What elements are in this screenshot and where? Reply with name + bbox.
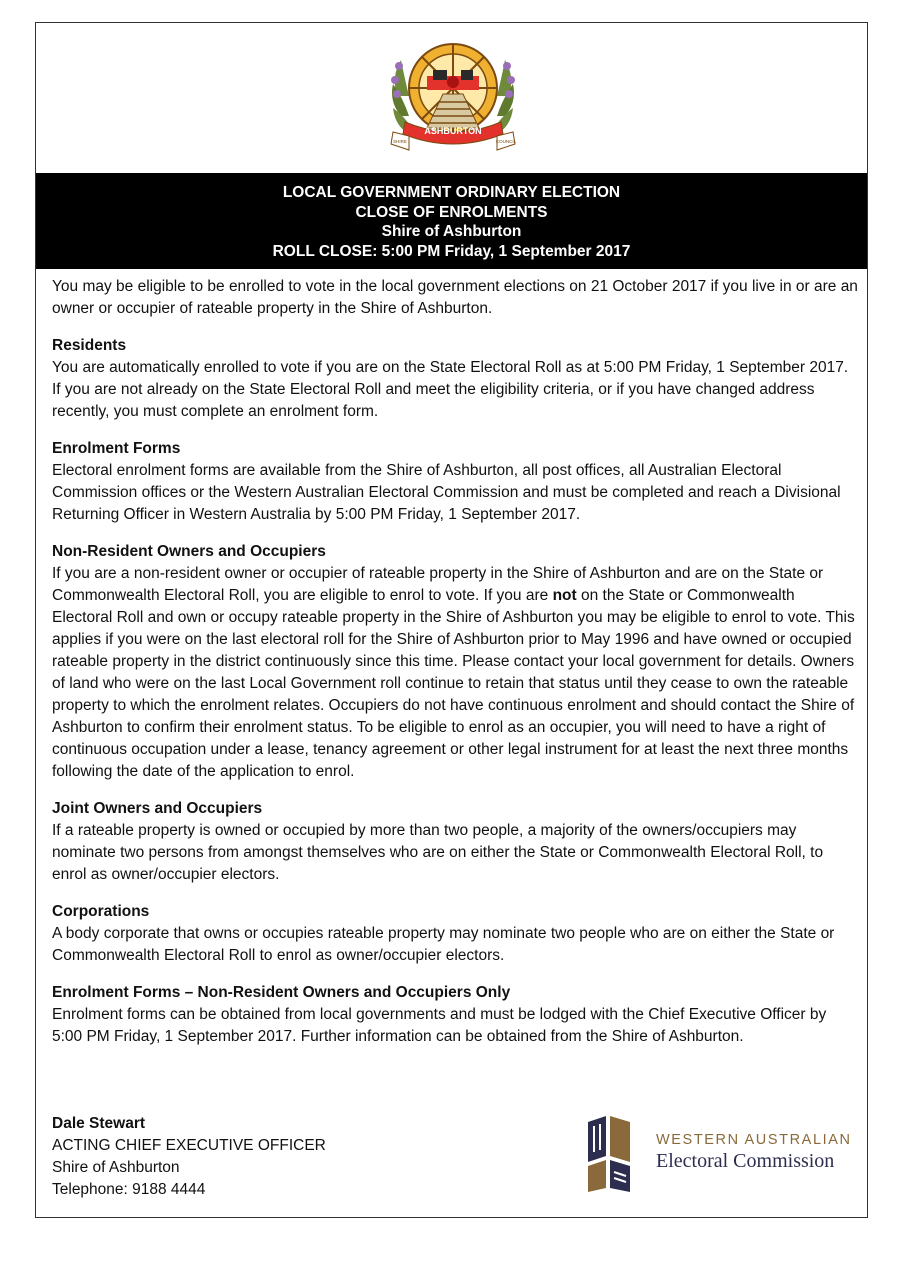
section-body: A body corporate that owns or occupies rateable property may nominate two people who are on either the State or Commonwealth Electoral Roll to enrol as owner/occupier electors. bbox=[52, 925, 835, 964]
signatory-title: ACTING CHIEF EXECUTIVE OFFICER bbox=[52, 1137, 326, 1154]
signatory-org: Shire of Ashburton bbox=[52, 1159, 180, 1176]
shire-of-ashburton-crest-icon bbox=[387, 36, 519, 156]
waec-logo bbox=[580, 1108, 862, 1194]
waec-logo-icon bbox=[584, 1112, 634, 1192]
intro-paragraph: You may be eligible to be enrolled to vote in the local government elections on 21 October 2017 if you live in or are an owner or occupier of rateable property in the Shire of Ashburton. bbox=[52, 278, 858, 317]
section-non-resident-owners bbox=[52, 541, 858, 783]
section-body: Electoral enrolment forms are available from the Shire of Ashburton, all post offices, all Australian Electoral Commission offices or the Western Australian Electoral Commission and must be completed and reach a Divisional Returning Officer in Western Australia by 5:00 PM Friday, 1 September 2017. bbox=[52, 462, 841, 523]
signatory-name: Dale Stewart bbox=[52, 1115, 146, 1132]
section-corporations bbox=[52, 901, 858, 967]
section-heading: Corporations bbox=[52, 903, 150, 920]
section-joint-owners bbox=[52, 798, 858, 886]
section-body: You are automatically enrolled to vote if you are on the State Electoral Roll as at 5:00 PM Friday, 1 September 2017. If you are not already on the State Electoral Roll and meet the eligibility criteria, or if you have changed address recently, you must complete an enrolment form. bbox=[52, 359, 849, 420]
section-body: Enrolment forms can be obtained from local governments and must be lodged with the Chief Executive Officer by 5:00 PM Friday, 1 September 2017. Further information can be obtained from the Shire of Ashburton. bbox=[52, 1006, 827, 1045]
notice-banner bbox=[36, 173, 867, 269]
svg-text:COUNCIL: COUNCIL bbox=[495, 139, 517, 144]
svg-text:ASHBURTON: ASHBURTON bbox=[424, 126, 482, 136]
banner-shire: Shire of Ashburton bbox=[381, 223, 522, 240]
notice-body bbox=[52, 276, 858, 1063]
waec-line1: WESTERN AUSTRALIAN bbox=[656, 1132, 852, 1148]
section-body: If a rateable property is owned or occupied by more than two people, a majority of the owners/occupiers may nominate two persons from amongst themselves who are on either the State or Commonwealth Electoral Roll, to enrol as owner/occupier electors. bbox=[52, 822, 824, 883]
svg-text:SHIRE: SHIRE bbox=[393, 139, 407, 144]
section-body-part: on the State or Commonwealth Electoral Roll and own or occupy rateable property in the Shire of Ashburton you may be eligible to enrol to vote. This applies if you were on the last electoral roll for the Shire of Ashburton prior to May 1996 and have owned or occupied rateable property in the district continuously since this time. Please contact your local government for details. Owners of land who were on the last Local Government roll continue to retain that status until they cease to own the rateable property to which the enrolment relates. Occupiers do not have continuous enrolment and should contact the Shire of Ashburton to confirm their enrolment status. To be eligible to enrol as an occupier, you will need to have a right of continuous occupation under a lease, tenancy agreement or other legal instrument for at least the next three months following the date of the application to enrol. bbox=[52, 587, 855, 780]
signatory-phone: Telephone: 9188 4444 bbox=[52, 1181, 206, 1198]
section-body-part: If you are a non-resident owner or occupier of rateable property in the Shire of Ashburton and are on the State or Commonwealth Electoral Roll, you are eligible to enrol to vote. If you are bbox=[52, 565, 824, 604]
banner-title: LOCAL GOVERNMENT ORDINARY ELECTION bbox=[282, 184, 621, 201]
signature-block bbox=[52, 1113, 326, 1201]
banner-subtitle: CLOSE OF ENROLMENTS bbox=[355, 203, 548, 221]
section-heading: Enrolment Forms bbox=[52, 440, 181, 457]
emphasis-not: not bbox=[552, 587, 577, 604]
section-heading: Non-Resident Owners and Occupiers bbox=[52, 543, 326, 560]
section-body bbox=[52, 563, 858, 783]
section-heading: Joint Owners and Occupiers bbox=[52, 800, 263, 817]
section-heading: Enrolment Forms – Non-Resident Owners and Occupiers Only bbox=[52, 984, 511, 1001]
section-enrolment-forms bbox=[52, 438, 858, 526]
section-non-resident-forms bbox=[52, 982, 858, 1048]
section-residents bbox=[52, 335, 858, 423]
banner-roll-close: ROLL CLOSE: 5:00 PM Friday, 1 September 2017 bbox=[272, 242, 631, 260]
waec-line2: Electoral Commission bbox=[656, 1150, 835, 1172]
section-heading: Residents bbox=[52, 337, 127, 354]
